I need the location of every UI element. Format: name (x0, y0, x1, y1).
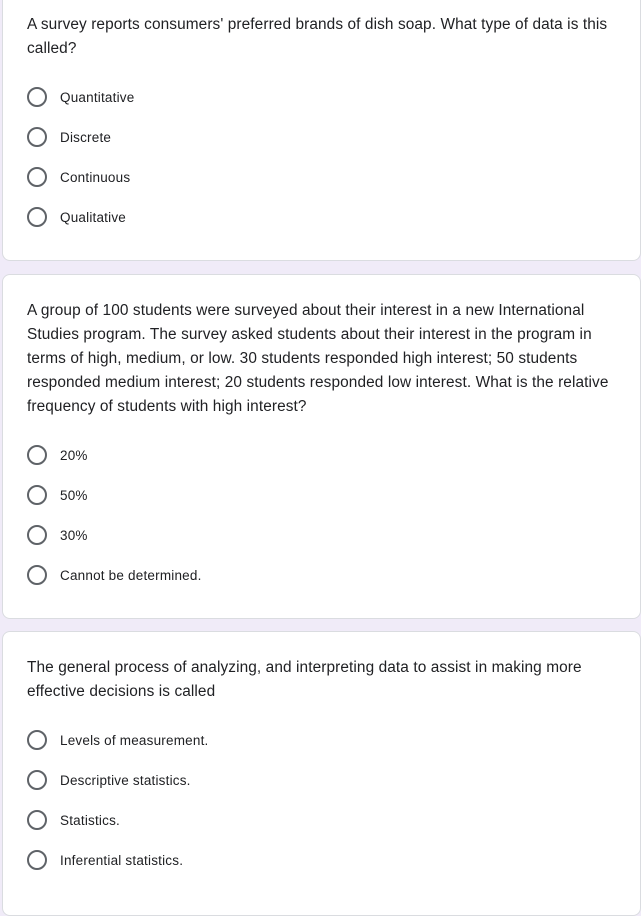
option-continuous[interactable] (27, 165, 130, 189)
option-statistics[interactable] (27, 808, 120, 832)
radio-button[interactable] (27, 525, 47, 545)
option-levels-of-measurement[interactable] (27, 728, 208, 752)
radio-button[interactable] (27, 207, 47, 227)
question-text: A survey reports consumers' preferred brands of dish soap. What type of data is this called? (27, 16, 608, 57)
option-qualitative[interactable] (27, 205, 126, 229)
radio-button[interactable] (27, 770, 47, 790)
option-50-percent[interactable] (27, 483, 88, 507)
option-label: Continuous (60, 169, 131, 185)
question-text: A group of 100 students were surveyed about their interest in a new International Studies program. The survey asked students about their interest in the program in terms of high, medium, or low. 30 students responded high interest; 50 students responded medium interest; 20 students responded low interest. What is the relative frequency of students with high interest? (27, 302, 609, 415)
option-label: Statistics. (60, 812, 120, 828)
option-30-percent[interactable] (27, 523, 88, 547)
radio-button[interactable] (27, 167, 47, 187)
option-quantitative[interactable] (27, 85, 134, 109)
radio-button[interactable] (27, 730, 47, 750)
option-discrete[interactable] (27, 125, 111, 149)
option-cannot-be-determined[interactable] (27, 563, 202, 587)
radio-button[interactable] (27, 810, 47, 830)
radio-button[interactable] (27, 850, 47, 870)
option-20-percent[interactable] (27, 443, 88, 467)
option-label: Levels of measurement. (60, 732, 209, 748)
option-label: Descriptive statistics. (60, 772, 191, 788)
option-inferential-statistics[interactable] (27, 848, 183, 872)
option-label: Qualitative (60, 209, 126, 225)
option-label: Quantitative (60, 89, 135, 105)
option-label: 50% (60, 487, 88, 503)
question-card-1 (2, 0, 641, 261)
option-label: Discrete (60, 129, 112, 145)
radio-button[interactable] (27, 87, 47, 107)
radio-button[interactable] (27, 127, 47, 147)
radio-button[interactable] (27, 565, 47, 585)
radio-button[interactable] (27, 485, 47, 505)
question-text: The general process of analyzing, and interpreting data to assist in making more effective decisions is called (27, 659, 582, 700)
option-descriptive-statistics[interactable] (27, 768, 191, 792)
option-label: Cannot be determined. (60, 567, 202, 583)
question-card-3 (2, 631, 641, 916)
question-card-2 (2, 274, 641, 619)
option-label: Inferential statistics. (60, 852, 184, 868)
option-label: 30% (60, 527, 88, 543)
radio-button[interactable] (27, 445, 47, 465)
option-label: 20% (60, 447, 88, 463)
